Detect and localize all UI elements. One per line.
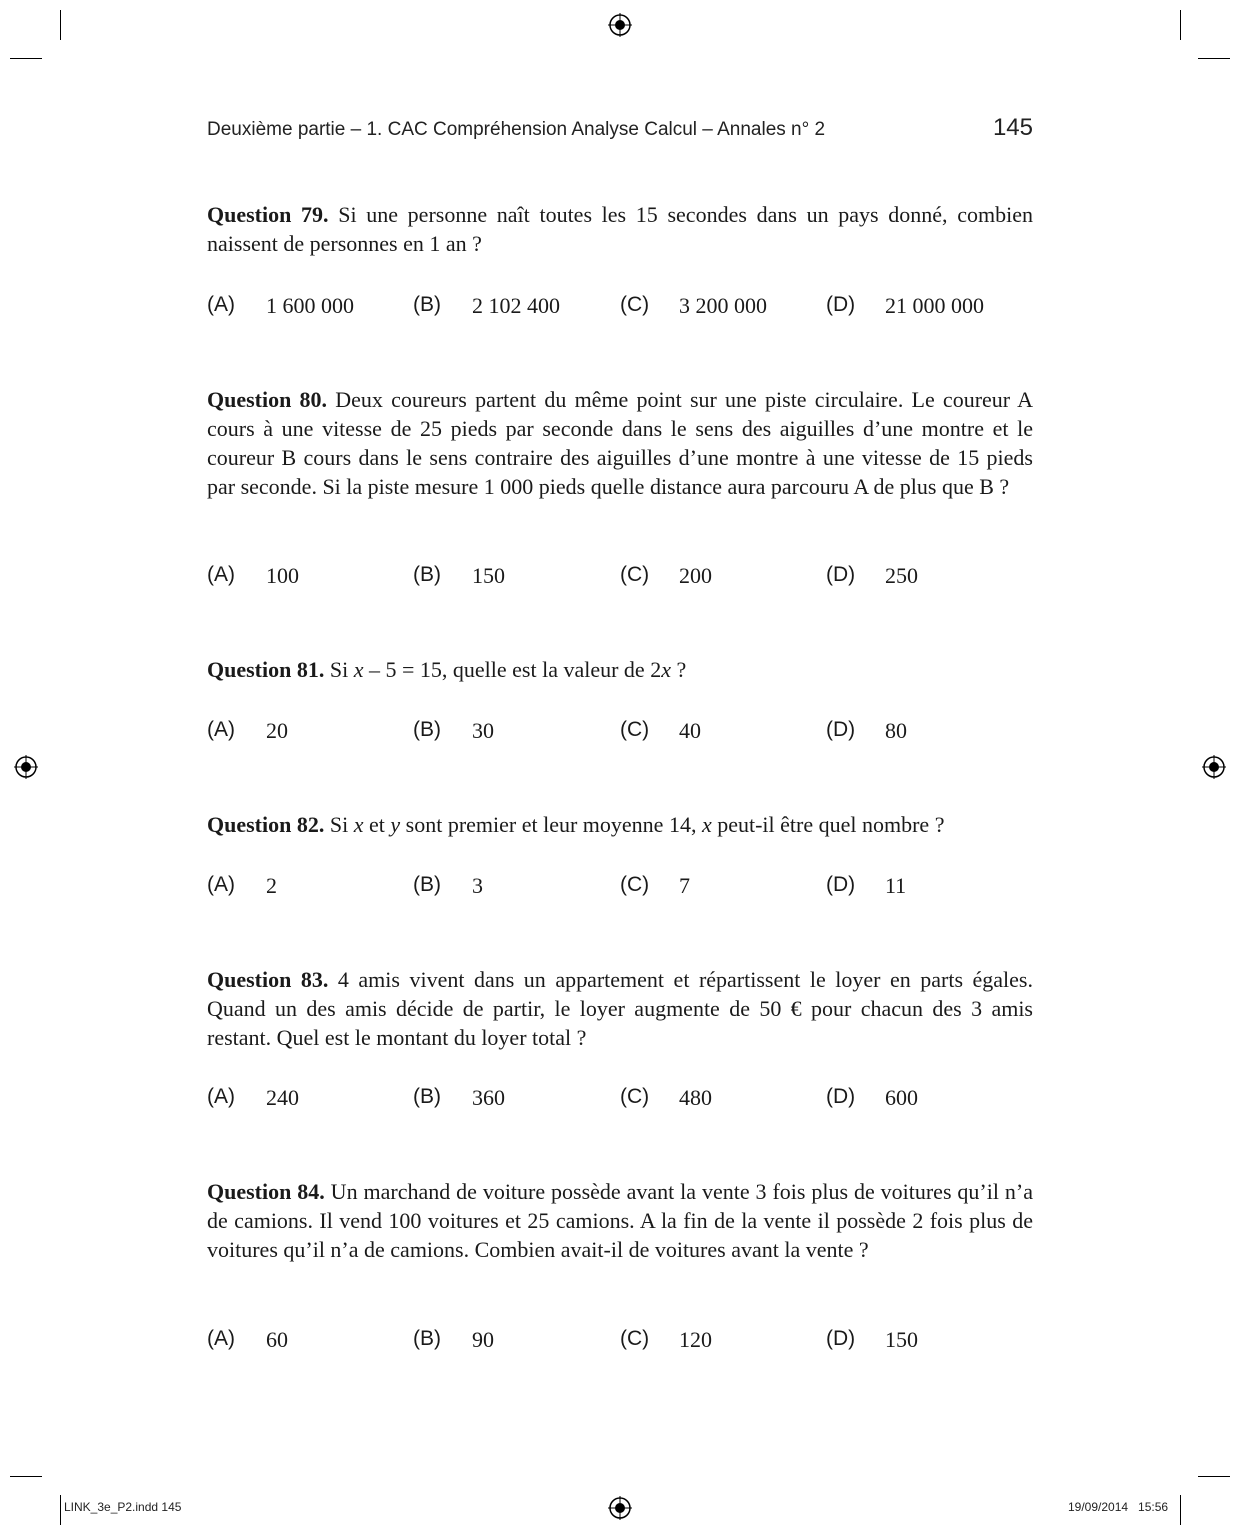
answer-value: 60: [266, 1327, 288, 1352]
running-head: [207, 116, 1033, 146]
registration-mark-icon: [608, 1496, 632, 1520]
variable-x: x: [661, 657, 671, 682]
answer-letter: (B): [413, 293, 441, 316]
answer-letter: (C): [620, 563, 650, 586]
answer-row: [207, 1085, 1033, 1115]
variable-x: x: [353, 657, 364, 682]
answer-letter: (A): [207, 718, 235, 741]
answer-letter: (D): [826, 718, 856, 741]
answer-value: 100: [266, 563, 299, 588]
answer-value: 2: [266, 873, 277, 898]
answer-letter: (A): [207, 293, 235, 316]
answer-letter: (D): [826, 1327, 856, 1350]
question-text: [207, 810, 1033, 839]
answer-letter: (D): [826, 873, 856, 896]
answer-value: 150: [472, 563, 505, 588]
variable-x: x: [701, 812, 712, 837]
answer-value: 40: [679, 718, 701, 743]
question-label: Question 81.: [207, 657, 325, 682]
question-83: [207, 965, 1033, 1110]
question-text: [207, 200, 1033, 258]
registration-mark-icon: [14, 755, 38, 779]
answer-value: 3 200 000: [679, 293, 767, 318]
question-body: 4 amis vivent dans un appartement et répartissent le loyer en parts égales. Quand un des amis décide de partir, le loyer augmente de 50 € pour chacun des 3 amis restant. Quel est le montant du loyer total ?: [207, 967, 1033, 1050]
question-80: [207, 385, 1033, 588]
answer-value: 360: [472, 1085, 505, 1110]
answer-row: [207, 293, 1033, 323]
answer-letter: (D): [826, 563, 856, 586]
registration-mark-icon: [1202, 755, 1226, 779]
answer-row: [207, 873, 1033, 903]
question-79: [207, 200, 1033, 318]
answer-value: 480: [679, 1085, 712, 1110]
answer-value: 1 600 000: [266, 293, 354, 318]
answer-letter: (B): [413, 718, 441, 741]
question-body: Un marchand de voiture possède avant la vente 3 fois plus de voitures qu’il n’a de camions. Il vend 100 voitures et 25 camions. A la fin de la vente il possède 2 fois plus de voitures qu’il n’a de camions. Combien avait-il de voitures avant la vente ?: [207, 1179, 1033, 1262]
answer-letter: (D): [826, 1085, 856, 1108]
question-text: [207, 385, 1033, 501]
running-head-title: Deuxième partie – 1. CAC Compréhension Analyse Calcul – Annales n° 2: [207, 119, 826, 140]
page-number: 145: [992, 114, 1033, 141]
question-84: [207, 1177, 1033, 1352]
answer-row: [207, 563, 1033, 593]
answer-value: 90: [472, 1327, 494, 1352]
answer-value: 150: [885, 1327, 918, 1352]
answer-value: 2 102 400: [472, 293, 560, 318]
answer-letter: (B): [413, 1085, 441, 1108]
answer-value: 30: [472, 718, 494, 743]
question-label: Question 82.: [207, 812, 325, 837]
registration-mark-icon: [608, 13, 632, 37]
question-text: [207, 1177, 1033, 1264]
question-body: Si x et y sont premier et leur moyenne 14, x peut-il être quel nombre ?: [324, 812, 945, 837]
crop-mark: [1198, 58, 1230, 59]
answer-letter: (A): [207, 1327, 235, 1350]
answer-value: 200: [679, 563, 712, 588]
crop-mark: [10, 1476, 42, 1477]
variable-x: x: [353, 812, 364, 837]
answer-letter: (C): [620, 1327, 650, 1350]
answer-letter: (B): [413, 1327, 441, 1350]
footer-file: LINK_3e_P2.indd 145: [64, 1500, 182, 1514]
answer-value: 240: [266, 1085, 299, 1110]
answer-letter: (D): [826, 293, 856, 316]
answer-value: 600: [885, 1085, 918, 1110]
answer-letter: (C): [620, 873, 650, 896]
question-label: Question 79.: [207, 202, 329, 227]
answer-letter: (C): [620, 293, 650, 316]
question-label: Question 84.: [207, 1179, 325, 1204]
answer-letter: (A): [207, 563, 235, 586]
crop-mark: [1180, 10, 1181, 40]
crop-mark: [1198, 1476, 1230, 1477]
answer-letter: (C): [620, 718, 650, 741]
question-body: Si x – 5 = 15, quelle est la valeur de 2x ?: [324, 657, 687, 682]
question-82: [207, 810, 1033, 898]
answer-letter: (A): [207, 1085, 235, 1108]
question-body: Deux coureurs partent du même point sur une piste circulaire. Le coureur A cours à une vitesse de 25 pieds par seconde dans le sens des aiguilles d’une montre et le coureur B cours dans le sens contraire des aiguilles d’une montre à une vitesse de 15 pieds par seconde. Si la piste mesure 1 000 pieds quelle distance aura parcouru A de plus que B ?: [207, 387, 1033, 499]
question-81: [207, 655, 1033, 743]
answer-letter: (B): [413, 873, 441, 896]
variable-y: y: [390, 812, 401, 837]
crop-mark: [10, 58, 42, 59]
answer-letter: (A): [207, 873, 235, 896]
answer-value: 3: [472, 873, 483, 898]
crop-mark: [60, 10, 61, 40]
answer-value: 7: [679, 873, 690, 898]
answer-value: 250: [885, 563, 918, 588]
crop-mark: [60, 1495, 61, 1525]
answer-letter: (C): [620, 1085, 650, 1108]
answer-value: 11: [885, 873, 907, 898]
question-label: Question 83.: [207, 967, 329, 992]
answer-value: 20: [266, 718, 288, 743]
answer-row: [207, 718, 1033, 748]
answer-value: 120: [679, 1327, 712, 1352]
question-text: [207, 965, 1033, 1052]
answer-value: 80: [885, 718, 907, 743]
answer-row: [207, 1327, 1033, 1357]
crop-mark: [1180, 1495, 1181, 1525]
question-label: Question 80.: [207, 387, 328, 412]
footer-timestamp: 19/09/2014 15:56: [1068, 1500, 1169, 1514]
question-text: [207, 655, 1033, 684]
answer-value: 21 000 000: [885, 293, 984, 318]
answer-letter: (B): [413, 563, 441, 586]
question-body: Si une personne naît toutes les 15 secondes dans un pays donné, combien naissent de personnes en 1 an ?: [207, 202, 1033, 256]
